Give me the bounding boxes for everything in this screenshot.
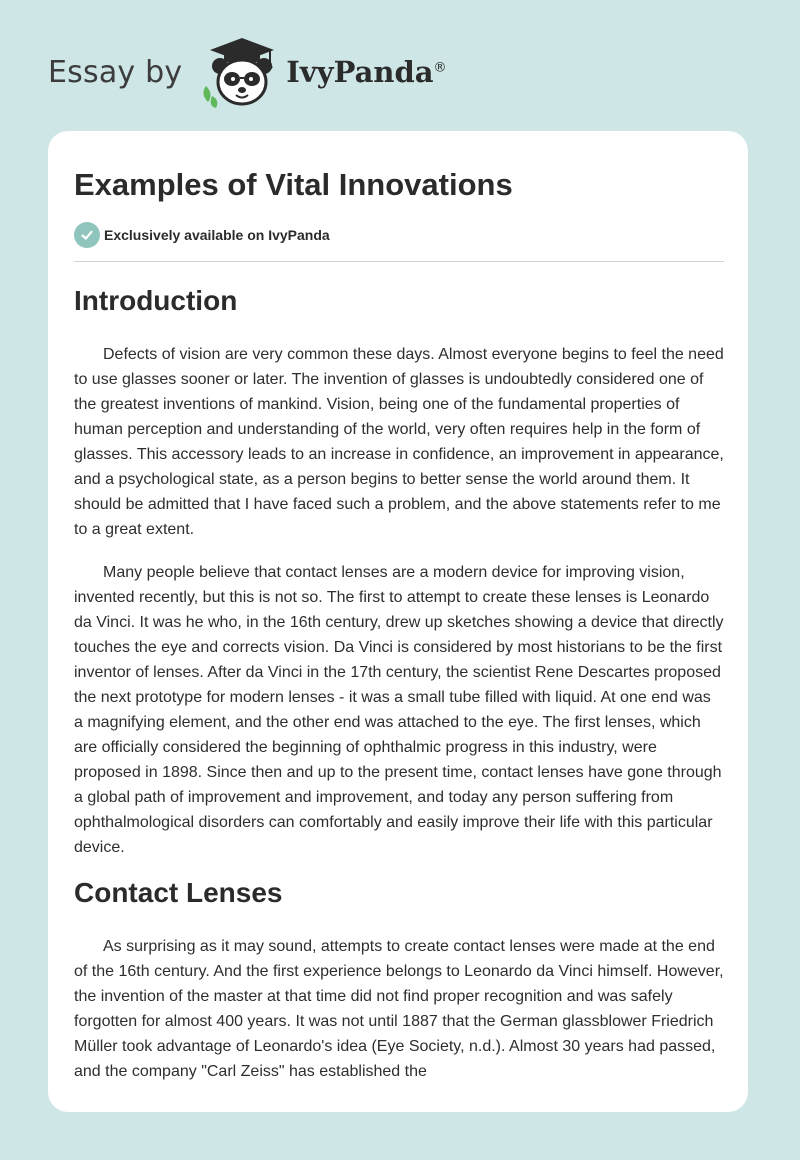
section-heading-contact-lenses: Contact Lenses [74,877,283,908]
registered-mark: ® [433,60,447,76]
paragraph: Many people believe that contact lenses are a modern device for improving vision, invented recently, but this is not so. The first to attempt to create these lenses is Leonardo da Vinci. It was he who, in the 16th century, drew up sketches showing a device that directly touches the eye and corrects vision. Da Vinci is considered by most historians to be the first inventor of lenses. After da Vinci in the 17th century, the scientist Rene Descartes proposed the next prototype for modern lenses - it was a small tube filled with liquid. At one end was a magnifying element, and the other end was attached to the eye. The first lenses, which are officially considered the beginning of ophthalmic progress in this industry, were proposed in 1898. Since then and up to the present time, contact lenses have gone through a global path of improvement and improvement, and today any person suffering from ophthalmological disorders can comfortably and easily improve their life with this particular device. [74,564,724,856]
divider [74,261,724,262]
page-title: Examples of Vital Innovations [74,167,513,202]
section-heading-introduction: Introduction [74,285,238,316]
essay-by-label: Essay by [48,54,183,90]
brand-name[interactable] [286,55,446,89]
site-header [48,36,447,108]
brand-text: IvyPanda [286,55,434,89]
essay-card [48,131,748,1112]
exclusive-badge [74,222,330,248]
ivypanda-logo-icon[interactable] [198,36,284,108]
paragraph: As surprising as it may sound, attempts to create contact lenses were made at the end of the 16th century. And the first experience belongs to Leonardo da Vinci himself. However, the invention of the master at that time did not find proper recognition and was safely forgotten for almost 400 years. It was not until 1887 that the German glassblower Friedrich Müller took advantage of Leonardo's idea (Eye Society, n.d.). Almost 30 years had passed, and the company "Carl Zeiss" has established the [74,938,724,1080]
paragraph: Defects of vision are very common these days. Almost everyone begins to feel the need to use glasses sooner or later. The invention of glasses is undoubtedly considered one of the greatest inventions of mankind. Vision, being one of the fundamental properties of human perception and understanding of the world, very often requires help in the form of glasses. This accessory leads to an increase in confidence, an improvement in appearance, and a psychological state, as a person begins to better sense the world around them. It should be admitted that I have faced such a problem, and the above statements refer to me to a great extent. [74,346,724,538]
check-circle-icon [74,222,100,248]
exclusive-label: Exclusively available on IvyPanda [104,227,330,243]
